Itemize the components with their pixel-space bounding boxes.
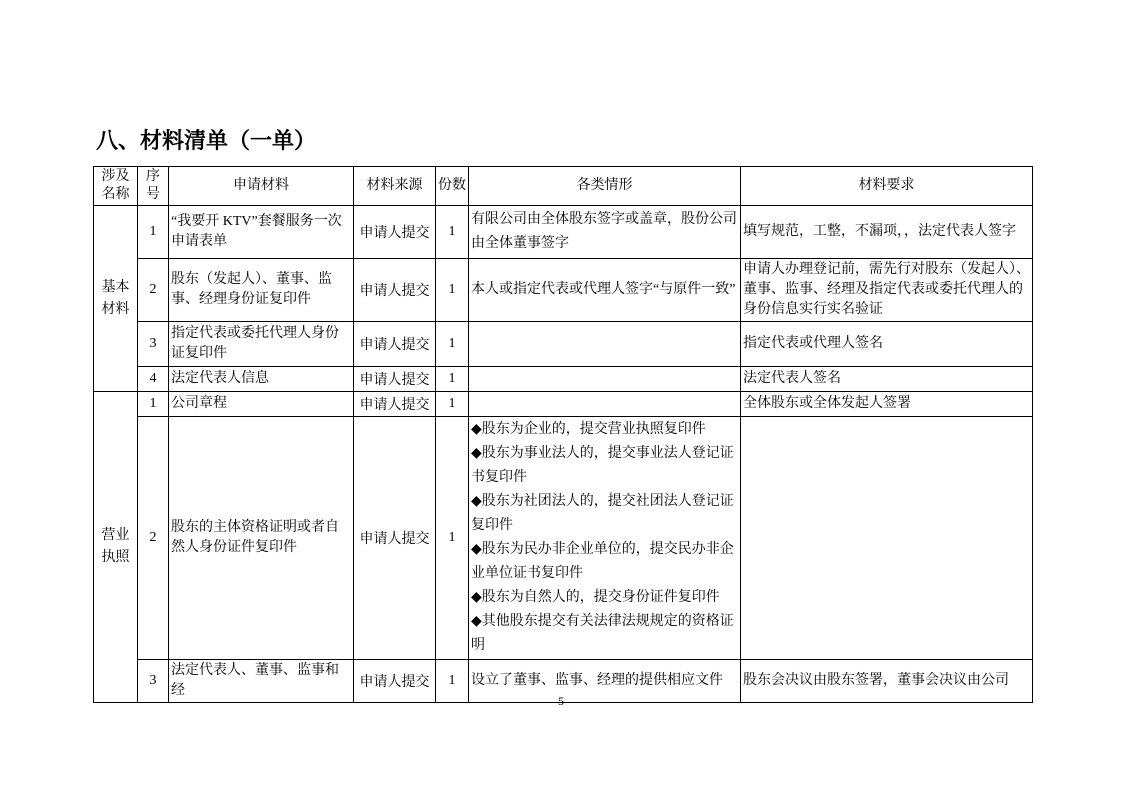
copies-cell: 1	[436, 259, 469, 322]
material-source-cell: 申请人提交	[354, 367, 436, 392]
situations-cell	[469, 206, 741, 259]
application-material-cell: 公司章程	[169, 392, 354, 417]
column-header-copies: 份数	[436, 167, 469, 206]
material-source-cell: 申请人提交	[354, 392, 436, 417]
table-row	[94, 392, 1033, 417]
application-material-cell: 指定代表或委托代理人身份证复印件	[169, 322, 354, 367]
copies-cell: 1	[436, 660, 469, 703]
application-material-cell: 法定代表人信息	[169, 367, 354, 392]
application-material-cell: 股东（发起人）、董事、监事、经理身份证复印件	[169, 259, 354, 322]
situation-item: 有限公司由全体股东签字或盖章，股份公司由全体董事签字	[471, 212, 737, 251]
material-requirement-cell: 全体股东或全体发起人签署	[741, 392, 1033, 417]
serial-no-cell: 2	[138, 259, 169, 322]
serial-no-cell: 2	[138, 417, 169, 660]
materials-table	[93, 166, 1033, 703]
serial-no-cell: 3	[138, 660, 169, 703]
situation-item: ◆其他股东提交有关法律法规规定的资格证明	[471, 614, 734, 653]
situation-item: 设立了董事、监事、经理的提供相应文件	[471, 673, 723, 688]
copies-cell: 1	[436, 392, 469, 417]
material-requirement-cell: 填写规范，工整，不漏项，，法定代表人签字	[741, 206, 1033, 259]
material-source-cell: 申请人提交	[354, 322, 436, 367]
group-name-cell: 营业执照	[94, 392, 138, 703]
table-row	[94, 367, 1033, 392]
situations-cell	[469, 417, 741, 660]
situations-cell	[469, 322, 741, 367]
situation-item: ◆股东为自然人的，提交身份证件复印件	[471, 590, 720, 605]
column-header-material-source: 材料来源	[354, 167, 436, 206]
material-source-cell: 申请人提交	[354, 206, 436, 259]
material-requirement-cell	[741, 417, 1033, 660]
table-row	[94, 206, 1033, 259]
group-name-cell: 基本材料	[94, 206, 138, 392]
copies-cell: 1	[436, 367, 469, 392]
situations-cell	[469, 259, 741, 322]
serial-no-cell: 4	[138, 367, 169, 392]
serial-no-cell: 3	[138, 322, 169, 367]
application-material-cell: 股东的主体资格证明或者自然人身份证件复印件	[169, 417, 354, 660]
material-requirement-cell: 法定代表人签名	[741, 367, 1033, 392]
material-requirement-cell: 股东会决议由股东签署，董事会决议由公司	[741, 660, 1033, 703]
table-row	[94, 322, 1033, 367]
column-header-serial-no: 序号	[138, 167, 169, 206]
table-header-row	[94, 167, 1033, 206]
material-requirement-cell: 申请人办理登记前，需先行对股东（发起人）、董事、监事、经理及指定代表或委托代理人的身份信息实行实名验证	[741, 259, 1033, 322]
material-source-cell: 申请人提交	[354, 660, 436, 703]
copies-cell: 1	[436, 206, 469, 259]
application-material-cell: 法定代表人、董事、监事和经	[169, 660, 354, 703]
table-row	[94, 259, 1033, 322]
column-header-involved-name: 涉及名称	[94, 167, 138, 206]
situation-item: ◆股东为事业法人的，提交事业法人登记证书复印件	[471, 446, 734, 485]
page-number: 5	[558, 694, 564, 708]
table-body	[94, 206, 1033, 703]
material-requirement-cell: 指定代表或代理人签名	[741, 322, 1033, 367]
situations-cell	[469, 367, 741, 392]
situation-item: ◆股东为企业的，提交营业执照复印件	[471, 422, 706, 437]
column-header-situations: 各类情形	[469, 167, 741, 206]
material-source-cell: 申请人提交	[354, 259, 436, 322]
serial-no-cell: 1	[138, 206, 169, 259]
situation-item: 本人或指定代表或代理人签字“与原件一致”	[471, 282, 736, 297]
page-title: 八、材料清单（一单）	[96, 128, 317, 153]
application-material-cell: “我要开 KTV”套餐服务一次申请表单	[169, 206, 354, 259]
situations-cell	[469, 392, 741, 417]
table-row	[94, 417, 1033, 660]
material-source-cell: 申请人提交	[354, 417, 436, 660]
copies-cell: 1	[436, 322, 469, 367]
situation-item: ◆股东为民办非企业单位的，提交民办非企业单位证书复印件	[471, 542, 734, 581]
situation-item: ◆股东为社团法人的，提交社团法人登记证复印件	[471, 494, 734, 533]
column-header-material-requirements: 材料要求	[741, 167, 1033, 206]
column-header-application-material: 申请材料	[169, 167, 354, 206]
copies-cell: 1	[436, 417, 469, 660]
serial-no-cell: 1	[138, 392, 169, 417]
